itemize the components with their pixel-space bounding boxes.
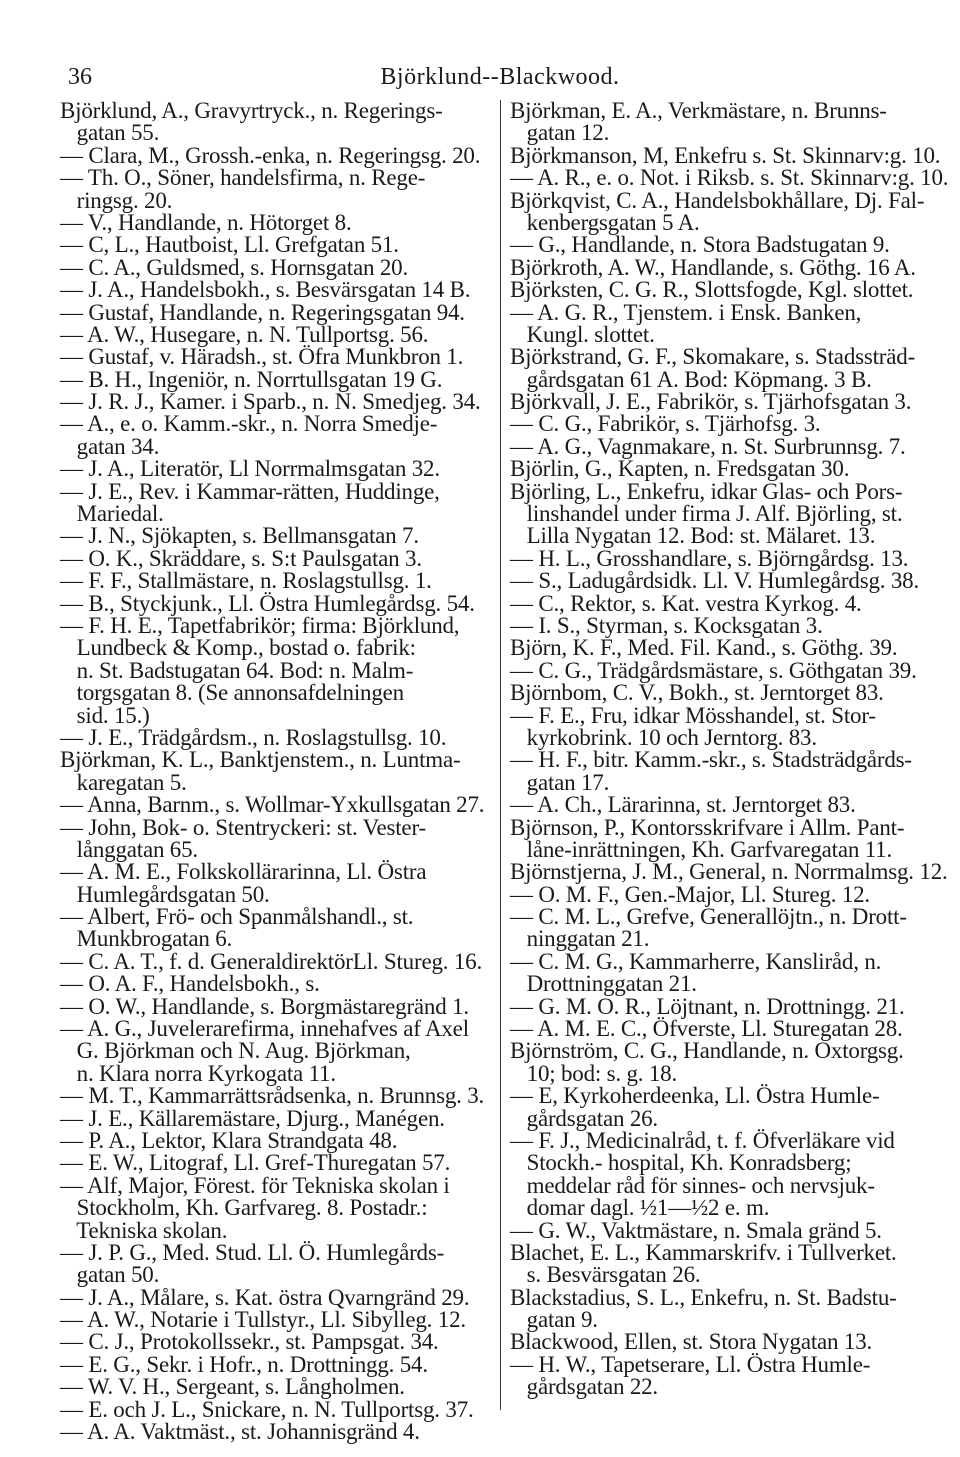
- directory-line: — P. A., Lektor, Klara Strandgata 48.: [60, 1127, 398, 1153]
- directory-line: n. St. Badstugatan 64. Bod: n. Malm-: [60, 657, 414, 683]
- directory-line: gårdsgatan 22.: [510, 1374, 658, 1400]
- directory-line: gatan 34.: [60, 433, 160, 459]
- directory-line: ringsg. 20.: [60, 187, 173, 213]
- directory-line: — J. E., Trädgårdsm., n. Roslagstullsg. 10.: [60, 724, 447, 750]
- directory-line: — Anna, Barnm., s. Wollmar-Yxkullsgatan 27.: [60, 792, 485, 818]
- directory-line: — John, Bok- o. Stentryckeri: st. Vester-: [60, 814, 426, 840]
- directory-line: — M. T., Kammarrättsrådsenka, n. Brunnsg. 3.: [60, 1083, 485, 1109]
- directory-line: Lundbeck & Komp., bostad o. fabrik:: [60, 635, 416, 661]
- directory-line: — A. M. E. C., Öfverste, Ll. Sturegatan 28.: [510, 1016, 903, 1042]
- directory-line: — H. W., Tapetserare, Ll. Östra Humle-: [510, 1351, 871, 1377]
- directory-line: — C. G., Trädgårdsmästare, s. Göthgatan 39.: [510, 657, 917, 683]
- directory-line: — B., Styckjunk., Ll. Östra Humlegårdsg. 54.: [60, 590, 475, 616]
- directory-line: Björn, K. F., Med. Fil. Kand., s. Göthg. 39.: [510, 635, 898, 661]
- directory-line: — O. K., Skräddare, s. S:t Paulsgatan 3.: [60, 545, 422, 571]
- directory-line: — A. Ch., Lärarinna, st. Jerntorget 83.: [510, 792, 856, 818]
- directory-line: — G. W., Vaktmästare, n. Smala gränd 5.: [510, 1217, 882, 1243]
- directory-line: — C. M. L., Grefve, Generallöjtn., n. Drott-: [510, 904, 907, 930]
- directory-line: Blackstadius, S. L., Enkefru, n. St. Badstu-: [510, 1284, 897, 1310]
- directory-line: — C. A., Guldsmed, s. Hornsgatan 20.: [60, 254, 409, 280]
- directory-line: — H. F., bitr. Kamm.-skr., s. Stadsträdgårds-: [510, 747, 912, 773]
- directory-line: linshandel under firma J. Alf. Björling, st.: [510, 501, 903, 527]
- directory-line: — C. M. G., Kammarherre, Kanslіråd, n.: [510, 948, 882, 974]
- directory-line: karegatan 5.: [60, 769, 187, 795]
- directory-line: — H. L., Grosshandlare, s. Björngårdsg. 13.: [510, 545, 909, 571]
- directory-line: Björlin, G., Kapten, n. Fredsgatan 30.: [510, 456, 850, 482]
- directory-line: gårdsgatan 61 A. Bod: Köpmang. 3 B.: [510, 366, 872, 392]
- directory-line: Björkqvist, C. A., Handelsbokhållare, Dj. Fal-: [510, 187, 925, 213]
- directory-line: — A. R., e. o. Not. i Riksb. s. St. Skinnarv:g. 10.: [510, 165, 949, 191]
- directory-line: Blackwood, Ellen, st. Stora Nygatan 13.: [510, 1329, 873, 1355]
- directory-line: domar dagl. ½1—½2 e. m.: [510, 1195, 770, 1221]
- directory-line: — E. W., Litograf, Ll. Gref-Thuregatan 57.: [60, 1150, 451, 1176]
- directory-line: — S., Ladugårdsidk. Ll. V. Humlegårdsg. 38.: [510, 568, 919, 594]
- directory-line: — Albert, Frö- och Spanmålshandl., st.: [60, 904, 414, 930]
- directory-line: kenbergsgatan 5 A.: [510, 209, 700, 235]
- directory-line: långgatan 65.: [60, 836, 198, 862]
- directory-line: — J. A., Handelsbokh., s. Besvärsgatan 14 B.: [60, 277, 471, 303]
- directory-line: — C. J., Protokollssekr., st. Pampsgat. 34.: [60, 1329, 439, 1355]
- directory-line: Björnson, P., Kontorsskrifvare i Allm. Pant-: [510, 814, 905, 840]
- directory-line: Drottninggatan 21.: [510, 971, 697, 997]
- directory-line: Stockh.- hospital, Kh. Konradsberg;: [510, 1150, 852, 1176]
- directory-line: — Clara, M., Grossh.-enka, n. Regeringsg. 20.: [60, 142, 481, 168]
- directory-line: Björkmanson, M, Enkefru s. St. Skinnarv:g. 10.: [510, 142, 941, 168]
- directory-line: — J. E., Källaremästare, Djurg., Manégen.: [60, 1105, 445, 1131]
- directory-line: — J. A., Literatör, Ll Norrmalmsgatan 32.: [60, 456, 440, 482]
- directory-line: Blachet, E. L., Kammarskrifv. i Tullverket.: [510, 1239, 897, 1265]
- directory-line: — C. G., Fabrikör, s. Tjärhofsg. 3.: [510, 411, 821, 437]
- directory-line: — Gustaf, Handlande, n. Regeringsgatan 94.: [60, 299, 465, 325]
- directory-line: — O. W., Handlande, s. Borgmästaregränd 1.: [60, 993, 469, 1019]
- directory-line: gatan 17.: [510, 769, 610, 795]
- directory-line: Björling, L., Enkefru, idkar Glas- och Pors-: [510, 478, 903, 504]
- directory-line: — C. A. T., f. d. GeneraldirektörLl. Stureg. 16.: [60, 948, 482, 974]
- directory-line: — O. M. F., Gen.-Major, Ll. Stureg. 12.: [510, 881, 870, 907]
- page-number: 36: [68, 64, 92, 90]
- directory-line: Mariedal.: [60, 501, 164, 527]
- directory-line: gatan 55.: [60, 120, 160, 146]
- directory-line: — A. W., Husegare, n. N. Tullportsg. 56.: [60, 321, 429, 347]
- directory-line: Tekniska skolan.: [60, 1217, 228, 1243]
- directory-line: — Th. O., Söner, handelsfirma, n. Rege-: [60, 165, 426, 191]
- left-column: [60, 100, 498, 1443]
- directory-line: — A. M. E., Folkskollärarinna, Ll. Östra: [60, 859, 427, 885]
- directory-line: — A., e. o. Kamm.-skr., n. Norra Smedje-: [60, 411, 438, 437]
- directory-line: — Alf, Major, Förest. för Tekniska skolan i: [60, 1172, 450, 1198]
- directory-line: Björkman, K. L., Banktjenstem., n. Luntma-: [60, 747, 461, 773]
- running-title: Björklund--Blackwood.: [380, 64, 620, 90]
- directory-line: — O. A. F., Handelsbokh., s.: [60, 971, 320, 997]
- directory-line: — A. A. Vaktmäst., st. Johannisgränd 4.: [60, 1419, 420, 1445]
- directory-line: — E. och J. L., Snickare, n. N. Tullportsg. 37.: [60, 1396, 474, 1422]
- directory-line: — W. V. H., Sergeant, s. Långholmen.: [60, 1374, 405, 1400]
- directory-line: — B. H., Ingeniör, n. Norrtullsgatan 19 G.: [60, 366, 443, 392]
- directory-line: gatan 9.: [510, 1307, 598, 1333]
- directory-line: sid. 15.): [60, 702, 150, 728]
- directory-line: — A. W., Notarie i Tullstyr., Ll. Sibylleg. 12.: [60, 1307, 466, 1333]
- directory-line: — A. G., Juvelerarefirma, innehafves af Axel: [60, 1016, 469, 1042]
- directory-line: — J. N., Sjökapten, s. Bellmansgatan 7.: [60, 523, 419, 549]
- directory-line: — J. R. J., Kamer. i Sparb., n. N. Smedjeg. 34.: [60, 389, 481, 415]
- directory-line: Kungl. slottet.: [510, 321, 655, 347]
- directory-line: Björklund, A., Gravyrtryck., n. Regerings-: [60, 98, 443, 123]
- directory-line: — F. E., Fru, idkar Mösshandel, st. Stor-: [510, 702, 876, 728]
- directory-line: — J. E., Rev. i Kammar-rätten, Huddinge,: [60, 478, 440, 504]
- directory-line: Lilla Nygatan 12. Bod: st. Mälaret. 13.: [510, 523, 876, 549]
- directory-line: — G. M. O. R., Löjtnant, n. Drottningg. 21.: [510, 993, 905, 1019]
- directory-line: Björkroth, A. W., Handlande, s. Göthg. 16 A.: [510, 254, 916, 280]
- directory-line: gatan 50.: [60, 1262, 160, 1288]
- directory-line: Björkvall, J. E., Fabrikör, s. Tjärhofsgatan 3.: [510, 389, 912, 415]
- directory-line: Björkman, E. A., Verkmästare, n. Brunns-: [510, 98, 887, 123]
- directory-line: Björksten, C. G. R., Slottsfogde, Kgl. slottet.: [510, 277, 914, 303]
- directory-line: — F. H. E., Tapetfabrikör; firma: Björklund,: [60, 612, 460, 638]
- directory-line: — E. G., Sekr. i Hofr., n. Drottningg. 54.: [60, 1351, 428, 1377]
- directory-line: gårdsgatan 26.: [510, 1105, 658, 1131]
- page-header: [60, 64, 940, 100]
- directory-line: — A. G., Vagnmakare, n. St. Surbrunnsg. 7.: [510, 433, 906, 459]
- directory-line: gatan 12.: [510, 120, 610, 146]
- directory-line: — J. A., Målare, s. Kat. östra Qvarngränd 29.: [60, 1284, 470, 1310]
- directory-line: torgsgatan 8. (Se annonsafdelningen: [60, 680, 404, 706]
- directory-line: s. Besvärsgatan 26.: [510, 1262, 701, 1288]
- directory-line: Björkstrand, G. F., Skomakare, s. Stadssträd-: [510, 344, 916, 370]
- directory-line: Björnstjerna, J. M., General, n. Norrmalmsg. 12.: [510, 859, 948, 885]
- directory-line: kyrkobrink. 10 och Jerntorg. 83.: [510, 724, 817, 750]
- directory-line: — A. G. R., Tjenstem. i Ensk. Banken,: [510, 299, 862, 325]
- directory-line: Munkbrogatan 6.: [60, 926, 233, 952]
- directory-line: — F. F., Stallmästare, n. Roslagstullsg. 1.: [60, 568, 432, 594]
- directory-line: Björnström, C. G., Handlande, n. Oxtorgsg.: [510, 1038, 904, 1064]
- directory-line: låne-inrättningen, Kh. Garfvaregatan 11.: [510, 836, 893, 862]
- directory-line: — C, L., Hautboist, Ll. Grefgatan 51.: [60, 232, 399, 258]
- directory-line: — E, Kyrkoherdeenka, Ll. Östra Humle-: [510, 1083, 880, 1109]
- directory-line: meddelar råd för sinnes- och nervsjuk-: [510, 1172, 875, 1198]
- directory-line: — V., Handlande, n. Hötorget 8.: [60, 209, 352, 235]
- directory-line: G. Björkman och N. Aug. Björkman,: [60, 1038, 411, 1064]
- right-column: [510, 100, 950, 1399]
- column-divider: [500, 100, 501, 1410]
- directory-line: — G., Handlande, n. Stora Badstugatan 9.: [510, 232, 890, 258]
- directory-line: Björnbom, C. V., Bokh., st. Jerntorget 83.: [510, 680, 884, 706]
- directory-line: n. Klara norra Kyrkogata 11.: [60, 1060, 336, 1086]
- directory-line: Humlegårdsgatan 50.: [60, 881, 270, 907]
- directory-line: — J. P. G., Med. Stud. Ll. Ö. Humlegårds-: [60, 1239, 445, 1265]
- directory-line: 10; bod: s. g. 18.: [510, 1060, 678, 1086]
- directory-line: Stockholm, Kh. Garfvareg. 8. Postadr.:: [60, 1195, 428, 1221]
- directory-line: — C., Rektor, s. Kat. vestra Kyrkog. 4.: [510, 590, 862, 616]
- directory-line: — I. S., Styrman, s. Kocksgatan 3.: [510, 612, 823, 638]
- directory-line: ninggatan 21.: [510, 926, 650, 952]
- directory-line: — F. J., Medicinalråd, t. f. Öfverläkare vid: [510, 1127, 895, 1153]
- directory-line: — Gustaf, v. Häradsh., st. Öfra Munkbron 1.: [60, 344, 464, 370]
